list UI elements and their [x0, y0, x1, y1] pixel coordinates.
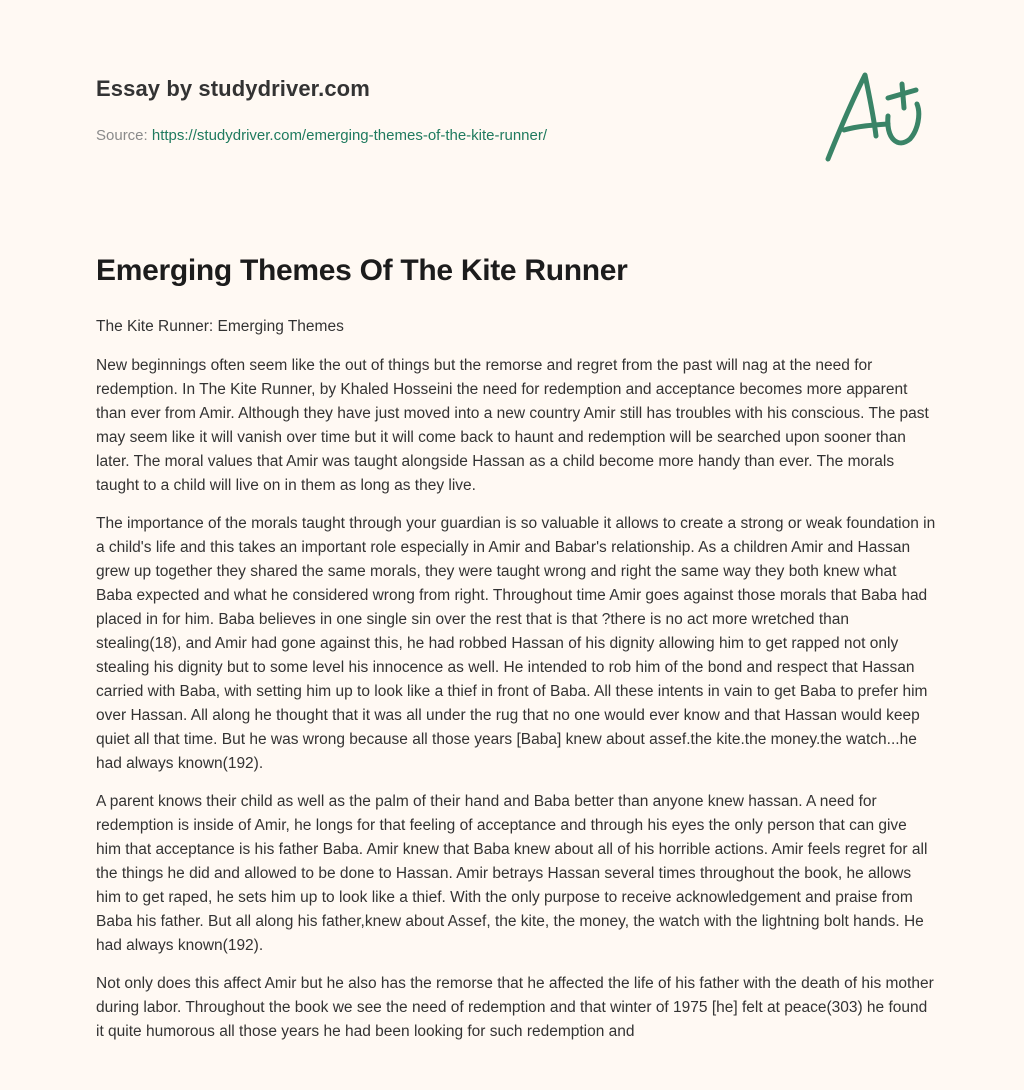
page-header — [96, 76, 547, 144]
a-plus-grade-icon — [818, 64, 932, 164]
brand-title: Essay by studydriver.com — [96, 76, 370, 101]
essay-paragraph: The importance of the morals taught through your guardian is so valuable it allows to create a strong or weak foundation in a child's life and this takes an important role especially in Amir and Babar's relationship. As a children Amir and Hassan grew up together they shared the same morals, they were taught wrong and right the same way they both knew what Baba expected and what he considered wrong from right. Throughout time Amir goes against those morals that Baba had placed in for him. Baba believes in one single sin over the rest that is that ?there is no act more wretched than stealing(18), and Amir had gone against this, he had robbed Hassan of his dignity allowing him to get rapped not only stealing his dignity but to some level his innocence as well. He intended to rob him of the bond and respect that Hassan carried with Baba, with setting him up to look like a thief in front of Baba. All these intents in vain to get Baba to prefer him over Hassan. All along he thought that it was all under the rug that no one would ever know and that Hassan would keep quiet all that time. But he was wrong because all those years [Baba] knew about assef.the kite.the money.the watch...he had always known(192). — [96, 515, 936, 772]
essay-title: Emerging Themes Of The Kite Runner — [96, 254, 628, 287]
essay-paragraph: A parent knows their child as well as the palm of their hand and Baba better than anyone knew hassan. A need for redemption is inside of Amir, he longs for that feeling of acceptance and through his eyes the only person that can give him that acceptance is his father Baba. Amir knew that Baba knew about all of his horrible actions. Amir feels regret for all the things he did and allowed to be done to Hassan. Amir betrays Hassan several times throughout the book, he allows him to get raped, he sets him up to look like a thief. With the only purpose to receive acknowledgement and praise from Baba his father. But all along his father,knew about Assef, the kite, the money, the watch with the lightning bolt hands. He had always known(192). — [96, 793, 928, 954]
essay-paragraph: Not only does this affect Amir but he also has the remorse that he affected the life of his father with the death of his mother during labor. Throughout the book we see the need of redemption and that winter of 1975 [he] felt at peace(303) he found it quite humorous all those years he had been looking for such redemption and — [96, 975, 934, 1040]
source-link[interactable]: https://studydriver.com/emerging-themes-of-the-kite-runner/ — [151, 127, 548, 144]
essay-paragraph: New beginnings often seem like the out of things but the remorse and regret from the past will nag at the need for redemption. In The Kite Runner, by Khaled Hosseini the need for redemption and acceptance becomes more apparent than ever from Amir. Although they have just moved into a new country Amir still has troubles with his conscious. The past may seem like it will vanish over time but it will come back to haunt and redemption will be searched upon sooner than later. The moral values that Amir was taught alongside Hassan as a child become more handy than ever. The morals taught to a child will live on in them as long as they live. — [96, 357, 929, 494]
source-label: Source: — [96, 127, 152, 144]
essay-subtitle: The Kite Runner: Emerging Themes — [96, 318, 344, 335]
essay-body — [96, 354, 936, 1058]
source-line — [96, 127, 547, 144]
